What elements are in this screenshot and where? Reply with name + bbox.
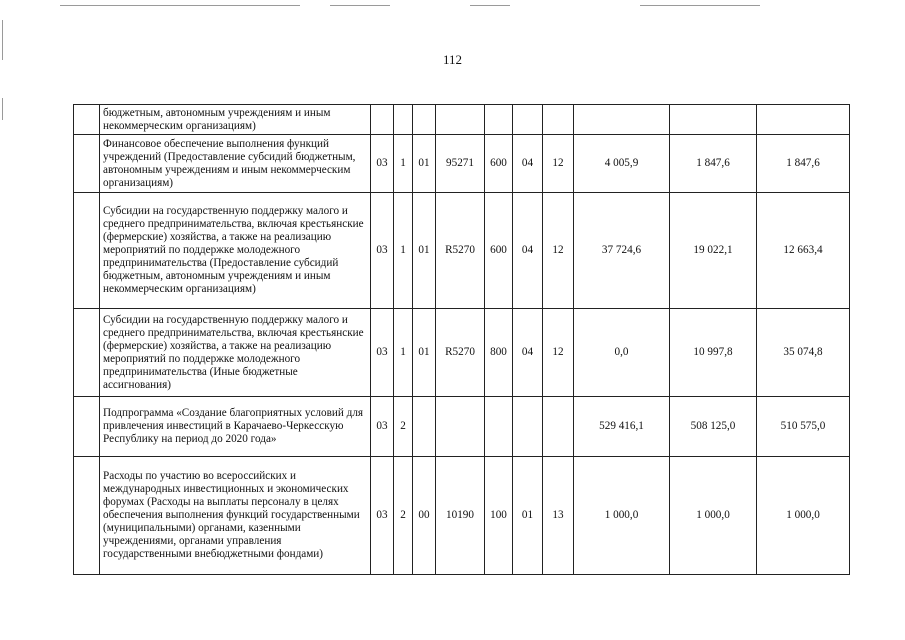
row-number-cell bbox=[74, 193, 100, 309]
main-event-code-cell bbox=[413, 105, 436, 135]
main-event-code-cell: 00 bbox=[413, 457, 436, 575]
subsection-code-cell: 12 bbox=[543, 135, 574, 193]
program-code-cell: 03 bbox=[371, 135, 394, 193]
amount-year2-cell: 508 125,0 bbox=[670, 397, 757, 457]
amount-year3-cell: 1 847,6 bbox=[757, 135, 850, 193]
amount-year1-cell: 4 005,9 bbox=[574, 135, 670, 193]
expense-name-cell: Субсидии на государственную поддержку малого и среднего предпринимательства, включая крестьянские (фермерские) хозяйства, а также на реализацию мероприятий по поддержке молодежного предпринимательства (Предоставление субсидий бюджетным, автономным учреждениям и иным некоммерческим организациям) bbox=[100, 193, 371, 309]
scan-artifact-top bbox=[330, 5, 390, 6]
section-code-cell: 04 bbox=[513, 193, 543, 309]
subprogram-code-cell: 2 bbox=[394, 397, 413, 457]
subprogram-code-cell: 2 bbox=[394, 457, 413, 575]
budget-table bbox=[73, 104, 850, 575]
scan-artifact-top bbox=[60, 5, 300, 6]
page-number: 112 bbox=[442, 52, 463, 67]
direction-code-cell bbox=[436, 105, 485, 135]
program-code-cell: 03 bbox=[371, 457, 394, 575]
amount-year3-cell: 12 663,4 bbox=[757, 193, 850, 309]
subsection-code-cell: 13 bbox=[543, 457, 574, 575]
table-row bbox=[74, 105, 850, 135]
direction-code-cell: R5270 bbox=[436, 193, 485, 309]
amount-year3-cell bbox=[757, 105, 850, 135]
amount-year3-cell: 35 074,8 bbox=[757, 309, 850, 397]
section-code-cell: 01 bbox=[513, 457, 543, 575]
main-event-code-cell: 01 bbox=[413, 193, 436, 309]
amount-year2-cell: 1 000,0 bbox=[670, 457, 757, 575]
direction-code-cell: 10190 bbox=[436, 457, 485, 575]
table-row bbox=[74, 309, 850, 397]
expense-name-cell: бюджетным, автономным учреждениям и иным некоммерческим организациям) bbox=[100, 105, 371, 135]
expense-name-cell: Финансовое обеспечение выполнения функций учреждений (Предоставление субсидий бюджетным, автономным учреждениям и иным некоммерческим организациям) bbox=[100, 135, 371, 193]
row-number-cell bbox=[74, 309, 100, 397]
expense-name-cell: Подпрограмма «Создание благоприятных условий для привлечения инвестиций в Карачаево-Черкесскую Республику на период до 2020 года» bbox=[100, 397, 371, 457]
amount-year1-cell bbox=[574, 105, 670, 135]
row-number-cell bbox=[74, 397, 100, 457]
direction-code-cell: 95271 bbox=[436, 135, 485, 193]
scan-artifact-top bbox=[470, 5, 510, 6]
program-code-cell: 03 bbox=[371, 309, 394, 397]
expense-type-cell bbox=[485, 105, 513, 135]
program-code-cell: 03 bbox=[371, 397, 394, 457]
direction-code-cell: R5270 bbox=[436, 309, 485, 397]
amount-year2-cell: 10 997,8 bbox=[670, 309, 757, 397]
row-number-cell bbox=[74, 457, 100, 575]
section-code-cell bbox=[513, 397, 543, 457]
program-code-cell bbox=[371, 105, 394, 135]
amount-year3-cell: 510 575,0 bbox=[757, 397, 850, 457]
section-code-cell: 04 bbox=[513, 309, 543, 397]
expense-type-cell: 600 bbox=[485, 135, 513, 193]
subsection-code-cell: 12 bbox=[543, 193, 574, 309]
amount-year1-cell: 1 000,0 bbox=[574, 457, 670, 575]
amount-year1-cell: 37 724,6 bbox=[574, 193, 670, 309]
subprogram-code-cell: 1 bbox=[394, 135, 413, 193]
amount-year2-cell: 19 022,1 bbox=[670, 193, 757, 309]
section-code-cell: 04 bbox=[513, 135, 543, 193]
amount-year2-cell bbox=[670, 105, 757, 135]
amount-year1-cell: 0,0 bbox=[574, 309, 670, 397]
expense-type-cell: 800 bbox=[485, 309, 513, 397]
amount-year2-cell: 1 847,6 bbox=[670, 135, 757, 193]
table-row bbox=[74, 397, 850, 457]
amount-year3-cell: 1 000,0 bbox=[757, 457, 850, 575]
main-event-code-cell: 01 bbox=[413, 135, 436, 193]
row-number-cell bbox=[74, 135, 100, 193]
program-code-cell: 03 bbox=[371, 193, 394, 309]
subsection-code-cell bbox=[543, 397, 574, 457]
table-row bbox=[74, 135, 850, 193]
main-event-code-cell: 01 bbox=[413, 309, 436, 397]
subprogram-code-cell bbox=[394, 105, 413, 135]
subsection-code-cell bbox=[543, 105, 574, 135]
expense-type-cell: 100 bbox=[485, 457, 513, 575]
amount-year1-cell: 529 416,1 bbox=[574, 397, 670, 457]
expense-name-cell: Расходы по участию во всероссийских и международных инвестиционных и экономических форумах (Расходы на выплаты персоналу в целях обеспечения выполнения функций государственными (муниципальными) органами, казенными учреждениями, органами управления государственными внебюджетными фондами) bbox=[100, 457, 371, 575]
expense-name-cell: Субсидии на государственную поддержку малого и среднего предпринимательства, включая крестьянские (фермерские) хозяйства, а также на реализацию мероприятий по поддержке молодежного предпринимательства (Иные бюджетные ассигнования) bbox=[100, 309, 371, 397]
expense-type-cell bbox=[485, 397, 513, 457]
table-row bbox=[74, 457, 850, 575]
main-event-code-cell bbox=[413, 397, 436, 457]
direction-code-cell bbox=[436, 397, 485, 457]
expense-type-cell: 600 bbox=[485, 193, 513, 309]
subsection-code-cell: 12 bbox=[543, 309, 574, 397]
section-code-cell bbox=[513, 105, 543, 135]
subprogram-code-cell: 1 bbox=[394, 193, 413, 309]
table-row bbox=[74, 193, 850, 309]
scan-artifact-top bbox=[640, 5, 760, 6]
row-number-cell bbox=[74, 105, 100, 135]
subprogram-code-cell: 1 bbox=[394, 309, 413, 397]
scan-artifact-left bbox=[2, 98, 3, 120]
